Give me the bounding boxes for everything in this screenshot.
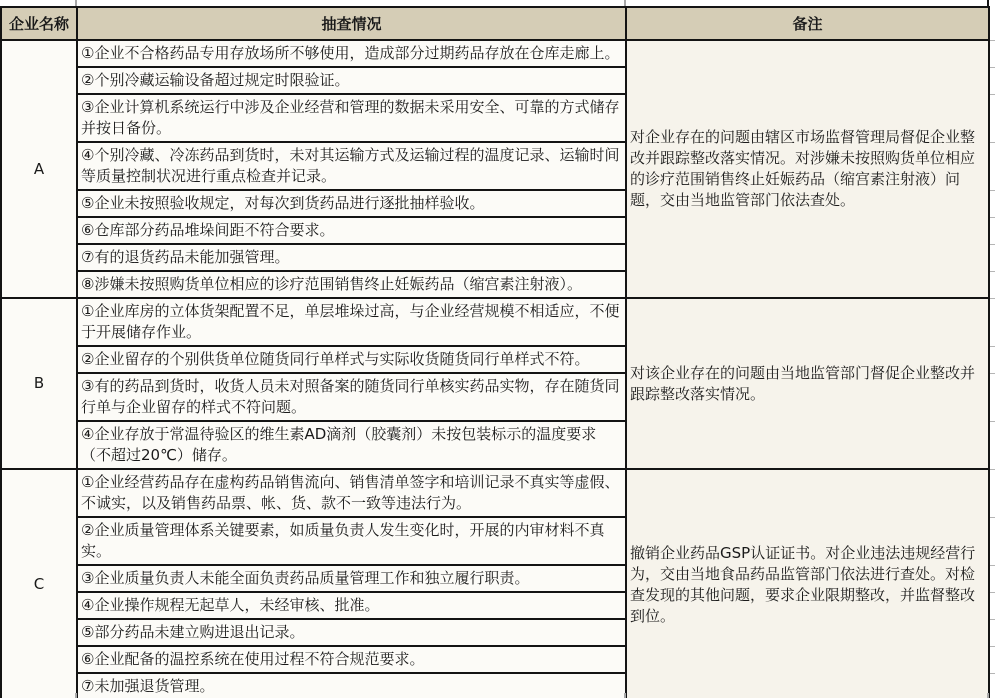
col-header-enterprise-name: 企业名称 [1, 7, 77, 40]
right-margin-tick [989, 517, 995, 565]
finding-cell: ①企业经营药品存在虚构药品销售流向、销售清单签字和培训记录不真实等虚假、不诚实，以及销售药品票、帐、货、款不一致等违法行为。 [77, 469, 626, 517]
finding-cell: ④企业操作规程无起草人，未经审核、批准。 [77, 592, 626, 619]
right-margin-tick [989, 298, 995, 346]
finding-row [1, 298, 995, 346]
right-margin-tick [989, 646, 995, 673]
right-margin-tick [989, 619, 995, 646]
finding-cell: ③企业计算机系统运行中涉及企业经营和管理的数据未采用安全、可靠的方式储存并按日备份。 [77, 94, 626, 142]
finding-cell: ⑦有的退货药品未能加强管理。 [77, 244, 626, 271]
remark-cell: 对企业存在的问题由辖区市场监督管理局督促企业整改并跟踪整改落实情况。对涉嫌未按照购货单位相应的诊疗范围销售终止妊娠药品（缩宫素注射液）问题，交由当地监管部门依法查处。 [626, 40, 989, 298]
right-margin-tick [989, 346, 995, 373]
enterprise-name-cell: B [1, 298, 77, 469]
remark-cell: 对该企业存在的问题由当地监管部门督促企业整改并跟踪整改落实情况。 [626, 298, 989, 469]
finding-cell: ⑦未加强退货管理。 [77, 673, 626, 698]
right-margin-tick [989, 673, 995, 698]
finding-cell: ⑥企业配备的温控系统在使用过程不符合规范要求。 [77, 646, 626, 673]
inspection-table [0, 6, 995, 698]
col-header-remarks: 备注 [626, 7, 989, 40]
right-margin-tick [989, 373, 995, 421]
right-margin-tick [989, 244, 995, 271]
finding-cell: ③有的药品到货时，收货人员未对照备案的随货同行单核实药品实物，存在随货同行单与企业留存的样式不符问题。 [77, 373, 626, 421]
finding-cell: ④个别冷藏、冷冻药品到货时，未对其运输方式及运输过程的温度记录、运输时间等质量控制状况进行重点检查并记录。 [77, 142, 626, 190]
finding-cell: ②个别冷藏运输设备超过规定时限验证。 [77, 67, 626, 94]
right-margin-tick [989, 469, 995, 517]
col-header-inspection-findings: 抽查情况 [77, 7, 626, 40]
column-border-tick [75, 0, 77, 6]
finding-cell: ⑥仓库部分药品堆垛间距不符合要求。 [77, 217, 626, 244]
right-margin-tick [989, 40, 995, 67]
finding-cell: ③企业质量负责人未能全面负责药品质量管理工作和独立履行职责。 [77, 565, 626, 592]
finding-cell: ⑧涉嫌未按照购货单位相应的诊疗范围销售终止妊娠药品（缩宫素注射液）。 [77, 271, 626, 298]
finding-cell: ②企业质量管理体系关键要素，如质量负责人发生变化时，开展的内审材料不真实。 [77, 517, 626, 565]
finding-cell: ⑤企业未按照验收规定，对每次到货药品进行逐批抽样验收。 [77, 190, 626, 217]
right-margin-tick [989, 565, 995, 592]
column-border-tick [624, 0, 626, 6]
remark-cell: 撤销企业药品GSP认证证书。对企业违法违规经营行为，交由当地食品药品监管部门依法进行查处。对检查发现的其他问题，要求企业限期整改，并监督整改到位。 [626, 469, 989, 698]
header-row [1, 7, 995, 40]
finding-row [1, 40, 995, 67]
right-margin-tick [989, 142, 995, 190]
right-margin-tick [989, 592, 995, 619]
right-margin-tick [989, 67, 995, 94]
column-border-tick [75, 693, 77, 698]
finding-row [1, 469, 995, 517]
right-margin-tick [989, 421, 995, 469]
finding-cell: ①企业不合格药品专用存放场所不够使用，造成部分过期药品存放在仓库走廊上。 [77, 40, 626, 67]
finding-cell: ①企业库房的立体货架配置不足，单层堆垛过高，与企业经营规模不相适应，不便于开展储存作业。 [77, 298, 626, 346]
right-margin-tick [989, 94, 995, 142]
finding-cell: ②企业留存的个别供货单位随货同行单样式与实际收货随货同行单样式不符。 [77, 346, 626, 373]
column-border-tick [624, 693, 626, 698]
right-margin-tick [989, 190, 995, 217]
enterprise-name-cell: A [1, 40, 77, 298]
column-border-tick [987, 0, 989, 6]
table-body [1, 40, 995, 698]
enterprise-name-cell: C [1, 469, 77, 698]
right-margin-tick [989, 217, 995, 244]
column-border-tick [987, 693, 989, 698]
right-margin-tick [989, 271, 995, 298]
finding-cell: ④企业存放于常温待验区的维生素AD滴剂（胶囊剂）未按包装标示的温度要求（不超过20℃）储存。 [77, 421, 626, 469]
right-margin-sliver [989, 7, 995, 40]
finding-cell: ⑤部分药品未建立购进退出记录。 [77, 619, 626, 646]
